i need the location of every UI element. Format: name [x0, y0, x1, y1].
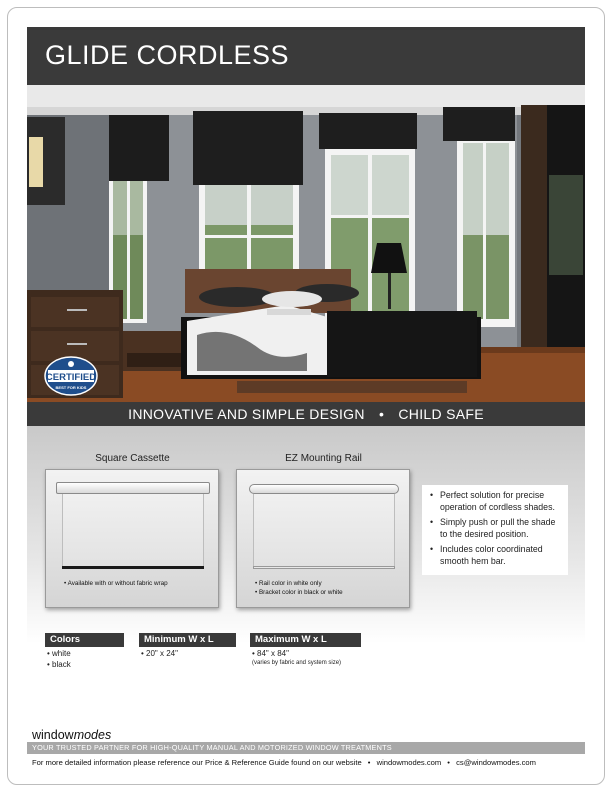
minimum-size-value: • 20" x 24" — [141, 649, 178, 658]
title-bar — [27, 27, 585, 85]
color-white: • white — [47, 649, 71, 658]
shade-1 — [109, 115, 169, 181]
footer-website-link[interactable]: windowmodes.com — [376, 758, 442, 767]
tagline-design: INNOVATIVE AND SIMPLE DESIGN — [128, 406, 365, 422]
square-cassette-fabric — [62, 494, 204, 566]
certified-text: CERTIFIED — [45, 372, 97, 383]
square-cassette-headrail — [56, 482, 210, 494]
hero-room-photo — [27, 85, 585, 402]
feature-item: • Perfect solution for precise operation of cordless shades. — [430, 490, 562, 513]
ez-rail-note-2: • Bracket color in black or white — [255, 588, 343, 596]
maximum-size-values — [252, 648, 341, 667]
certified-badge — [44, 356, 98, 396]
logo-modes: modes — [73, 728, 112, 742]
ez-mounting-rail-label: EZ Mounting Rail — [285, 453, 362, 464]
colors-values — [47, 648, 71, 670]
footer-separator: • — [367, 758, 371, 767]
feature-item: • Includes color coordinated smooth hem bar. — [430, 544, 562, 567]
footer-separator: • — [447, 758, 450, 767]
maximum-size-value: • 84" x 84" — [252, 649, 289, 658]
footer-info — [32, 758, 536, 767]
window-modes-logo — [32, 728, 111, 742]
ez-rail-roller — [249, 484, 399, 494]
minimum-size-values — [141, 648, 178, 659]
square-cassette-hem-bar — [62, 566, 204, 569]
maximum-size-header: Maximum W x L — [250, 633, 361, 647]
colors-header: Colors — [45, 633, 124, 647]
maximum-size-note: (varies by fabric and system size) — [252, 660, 342, 666]
window-right — [457, 135, 515, 327]
tagline-bar — [27, 402, 585, 426]
logo-window: window — [32, 728, 74, 742]
shade-4 — [443, 107, 515, 141]
square-cassette-label: Square Cassette — [95, 453, 170, 464]
minimum-size-header: Minimum W x L — [139, 633, 236, 647]
partner-bar: YOUR TRUSTED PARTNER FOR HIGH-QUALITY MANUAL AND MOTORIZED WINDOW TREATMENTS — [27, 742, 585, 754]
square-cassette-card — [45, 469, 219, 608]
feature-item: • Simply push or pull the shade to the desired position. — [430, 517, 562, 540]
color-black: • black — [47, 660, 71, 669]
shade-3 — [319, 113, 417, 149]
footer-info-text: For more detailed information please reference our Price & Reference Guide found on our website — [32, 758, 362, 767]
tagline-child-safe: CHILD SAFE — [398, 406, 484, 422]
square-cassette-note: • Available with or without fabric wrap — [64, 580, 168, 587]
ez-rail-hem-bar — [253, 566, 395, 569]
footer-email-link[interactable]: cs@windowmodes.com — [456, 758, 536, 767]
ez-rail-fabric — [253, 494, 395, 566]
shade-2 — [193, 111, 303, 185]
tagline-separator: • — [378, 406, 385, 422]
tray — [267, 309, 311, 315]
ez-rail-notes — [255, 580, 343, 597]
features-box — [422, 485, 568, 575]
certified-subtext: BEST FOR KIDS — [55, 385, 87, 390]
ez-rail-note-1: • Rail color in white only — [255, 580, 322, 587]
page-title: GLIDE CORDLESS — [45, 40, 290, 70]
ez-mounting-rail-card — [236, 469, 410, 608]
